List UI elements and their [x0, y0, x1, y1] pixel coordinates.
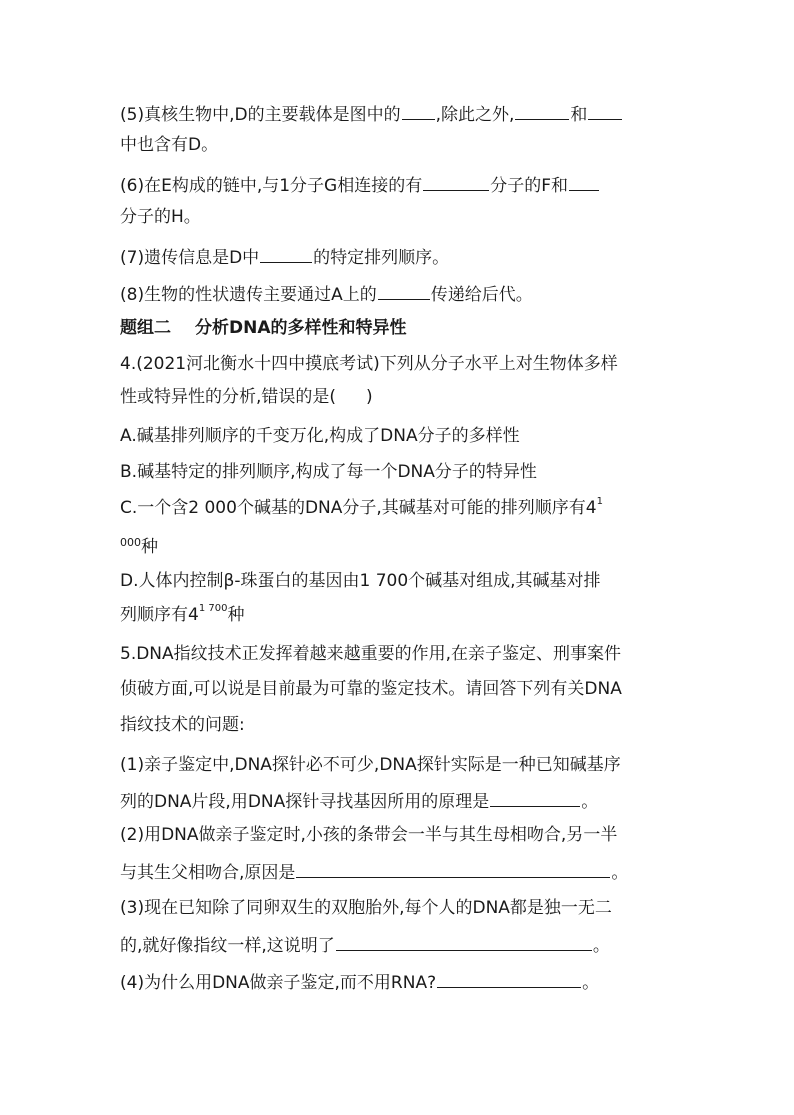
answer-blank[interactable] [260, 244, 312, 263]
text: 侦破方面,可以说是目前最为可靠的鉴定技术。请回答下列有关DNA [120, 679, 622, 699]
section-group-label: 题组二 [120, 318, 171, 338]
text: 性或特异性的分析,错误的是( [120, 387, 337, 407]
q4-option-c-line2[interactable] [120, 531, 158, 559]
text: 列顺序有4 [120, 605, 199, 625]
text: D.人体内控制β-珠蛋白的基因由1 700个碱基对组成,其碱基对排 [120, 571, 601, 591]
text: 的特定排列顺序。 [313, 248, 450, 268]
answer-blank[interactable] [515, 101, 569, 120]
text: 种 [227, 605, 245, 625]
text: 中也含有D。 [120, 135, 219, 155]
text: (7)遗传信息是D中 [120, 248, 260, 268]
q3-part6-line1 [120, 172, 600, 198]
text: 4.(2021河北衡水十四中摸底考试)下列从分子水平上对生物体多样 [120, 354, 618, 374]
answer-blank[interactable] [402, 101, 435, 120]
text: 种 [141, 537, 158, 557]
q5-stem-line1 [120, 642, 621, 666]
text: C.一个含2 000个碱基的DNA分子,其碱基对可能的排列顺序有4 [120, 498, 597, 518]
answer-blank[interactable] [336, 932, 592, 951]
q5-part4-line [120, 969, 599, 995]
text: 。 [592, 936, 610, 956]
q5-part2-line2 [120, 859, 628, 885]
q4-stem-line2 [120, 385, 373, 409]
q3-part8-line [120, 281, 533, 307]
text: 与其生父相吻合,原因是 [120, 863, 296, 883]
text: 指纹技术的问题: [120, 715, 245, 735]
q5-part3-line2 [120, 932, 610, 958]
q4-option-b[interactable] [120, 460, 537, 484]
superscript-continuation: 000 [120, 536, 141, 549]
q3-part5-line1 [120, 101, 623, 127]
text: ) [366, 387, 373, 407]
superscript: 1 [596, 496, 603, 507]
text: ,除此之外, [435, 105, 515, 125]
text: 。 [611, 863, 629, 883]
text: (6)在E构成的链中,与1分子G相连接的有 [120, 176, 423, 196]
q3-part5-line2 [120, 133, 218, 157]
q5-stem-line3 [120, 713, 245, 737]
text: B.碱基特定的排列顺序,构成了每一个DNA分子的特异性 [120, 462, 537, 482]
answer-blank[interactable] [569, 172, 599, 191]
text: 。 [581, 792, 599, 812]
q5-part1-line1 [120, 753, 621, 777]
text: (8)生物的性状遗传主要通过A上的 [120, 285, 377, 305]
q4-option-d-line2[interactable] [120, 603, 244, 627]
text: (5)真核生物中,D的主要载体是图中的 [120, 105, 401, 125]
text: 的,就好像指纹一样,这说明了 [120, 936, 335, 956]
text: 和 [570, 105, 588, 125]
section-title: 分析DNA的多样性和特异性 [195, 318, 407, 338]
superscript: 1 700 [198, 603, 228, 614]
text: (3)现在已知除了同卵双生的双胞胎外,每个人的DNA都是独一无二 [120, 898, 612, 918]
answer-blank[interactable] [296, 859, 610, 878]
q5-stem-line2 [120, 677, 622, 701]
q4-option-d-line1[interactable] [120, 569, 601, 593]
answer-blank[interactable] [423, 172, 489, 191]
text: (4)为什么用DNA做亲子鉴定,而不用RNA? [120, 973, 437, 993]
q3-part7-line [120, 244, 449, 270]
answer-blank[interactable] [588, 101, 622, 120]
answer-blank[interactable] [490, 788, 580, 807]
text: 传递给后代。 [430, 285, 533, 305]
q5-part1-line2 [120, 788, 598, 814]
q4-stem-line1 [120, 352, 618, 376]
text: 列的DNA片段,用DNA探针寻找基因所用的原理是 [120, 792, 490, 812]
section-heading [120, 316, 407, 340]
q5-part2-line1 [120, 823, 617, 847]
q4-option-a[interactable] [120, 424, 520, 448]
text: (2)用DNA做亲子鉴定时,小孩的条带会一半与其生母相吻合,另一半 [120, 825, 618, 845]
q5-part3-line1 [120, 896, 612, 920]
text: 。 [582, 973, 600, 993]
text: A.碱基排列顺序的千变万化,构成了DNA分子的多样性 [120, 426, 520, 446]
answer-blank[interactable] [437, 969, 581, 988]
text: 分子的H。 [120, 207, 201, 227]
text: 分子的F和 [490, 176, 568, 196]
text: 5.DNA指纹技术正发挥着越来越重要的作用,在亲子鉴定、刑事案件 [120, 644, 622, 664]
answer-blank[interactable] [378, 281, 430, 300]
text: (1)亲子鉴定中,DNA探针必不可少,DNA探针实际是一种已知碱基序 [120, 755, 621, 775]
q4-option-c-line1[interactable] [120, 496, 603, 520]
q3-part6-line2 [120, 205, 201, 229]
